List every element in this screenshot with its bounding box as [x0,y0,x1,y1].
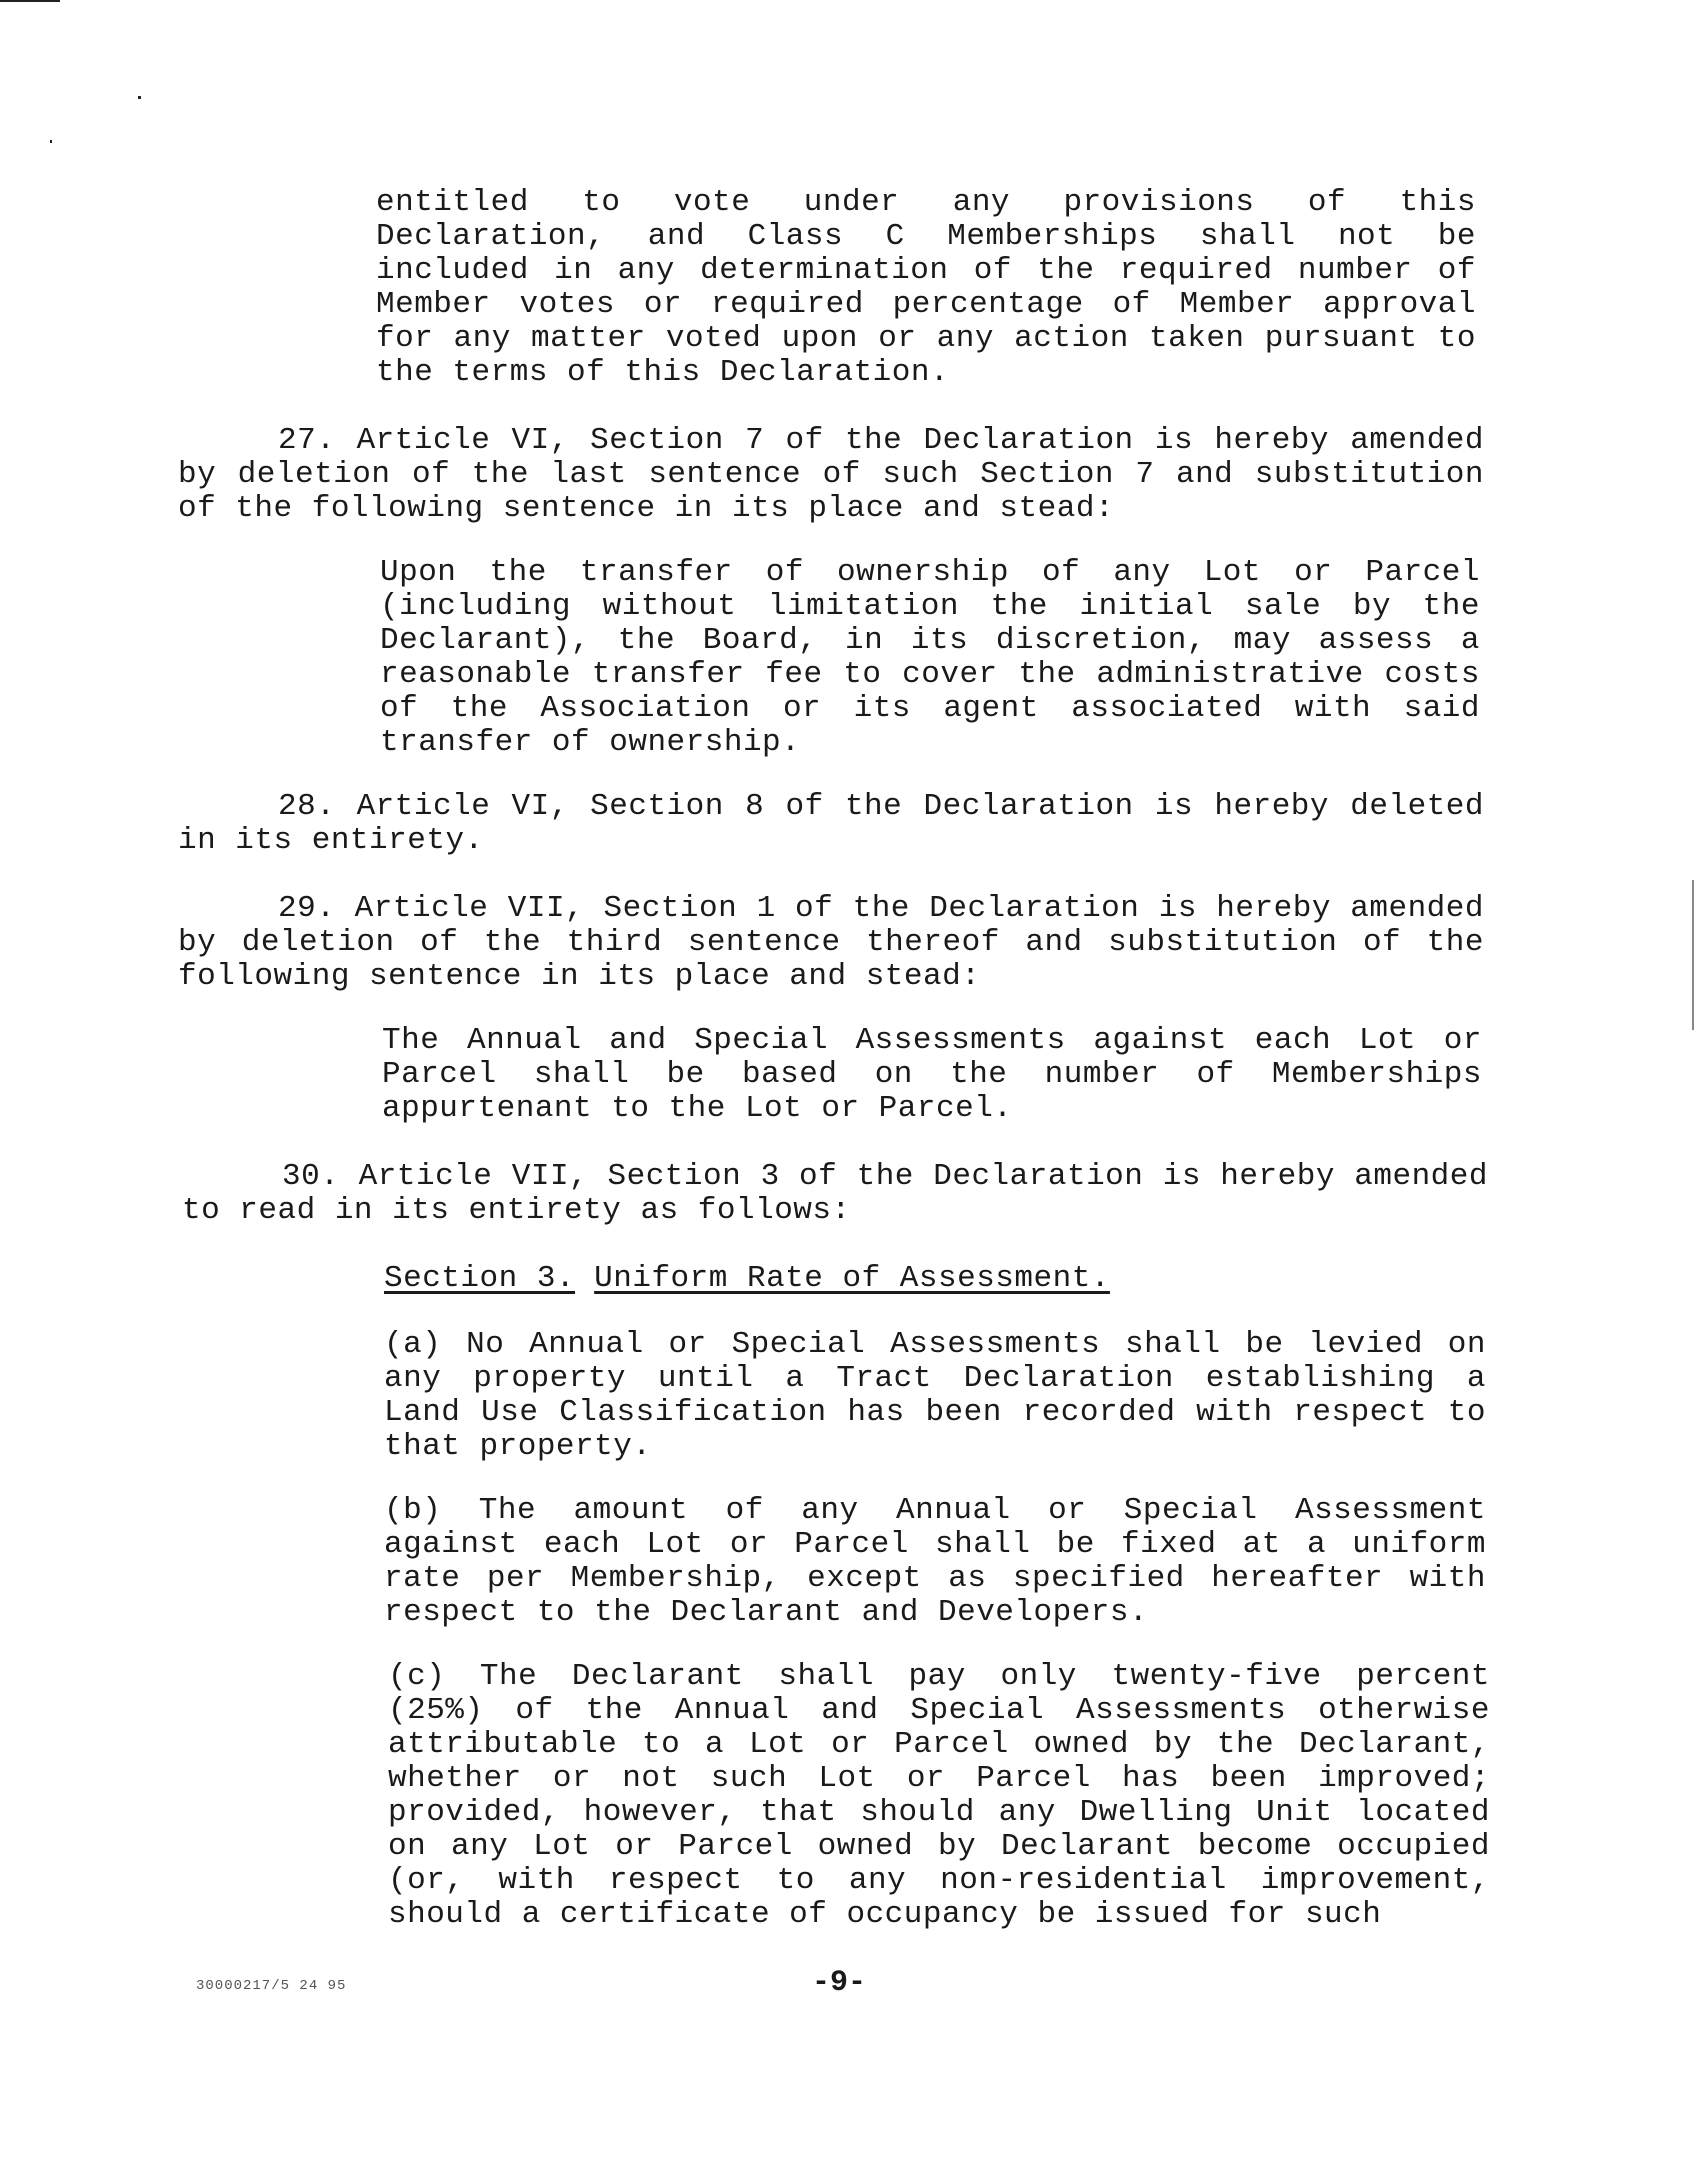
paragraph-28: 28. Article VI, Section 8 of the Declaration is hereby deleted in its entirety. [178,789,1484,858]
subsection-c: (c) The Declarant shall pay only twenty-five percent (25%) of the Annual and Special Assessments otherwise attributable to a Lot or Parcel owned by the Declarant, whether or not such Lot or Parcel has been improved; provided, however, that should any Dwelling Unit located on any Lot or Parcel owned by Declarant become occupied (or, with respect to any non-residential improvement, should a certificate of occupancy be issued for such [388,1659,1490,1932]
scan-dot [138,96,141,99]
section-heading [384,1262,1110,1296]
page-number: -9- [812,1966,867,2000]
scan-dot [50,140,52,143]
document-reference: 30000217/5 24 95 [196,1978,347,1994]
paragraph-27: 27. Article VI, Section 7 of the Declaration is hereby amended by deletion of the last sentence of such Section 7 and substitution of the following sentence in its place and stead: [178,423,1484,526]
subsection-a: (a) No Annual or Special Assessments shall be levied on any property until a Tract Declaration establishing a Land Use Classification has been recorded with respect to that property. [384,1327,1486,1464]
continuation-paragraph: entitled to vote under any provisions of this Declaration, and Class C Memberships shall not be included in any determination of the required number of Member votes or required percentage of Member approval for any matter voted upon or any action taken pursuant to the terms of this Declaration. [376,185,1476,390]
section-heading-number: Section 3. [384,1261,576,1296]
scan-edge-mark [0,0,60,2]
scan-edge-mark [1692,880,1694,1030]
paragraph-29-quote: The Annual and Special Assessments against each Lot or Parcel shall be based on the number of Memberships appurtenant to the Lot or Parcel. [382,1023,1482,1126]
paragraph-27-quote: Upon the transfer of ownership of any Lot or Parcel (including without limitation the initial sale by the Declarant), the Board, in its discretion, may assess a reasonable transfer fee to cover the administrative costs of the Association or its agent associated with said transfer of ownership. [380,555,1480,760]
paragraph-29: 29. Article VII, Section 1 of the Declaration is hereby amended by deletion of the third sentence thereof and substitution of the following sentence in its place and stead: [178,891,1484,994]
subsection-b: (b) The amount of any Annual or Special Assessment against each Lot or Parcel shall be fixed at a uniform rate per Membership, except as specified hereafter with respect to the Declarant and Developers. [384,1493,1486,1630]
paragraph-30: 30. Article VII, Section 3 of the Declaration is hereby amended to read in its entirety as follows: [182,1159,1488,1228]
section-heading-title: Uniform Rate of Assessment. [594,1261,1110,1296]
